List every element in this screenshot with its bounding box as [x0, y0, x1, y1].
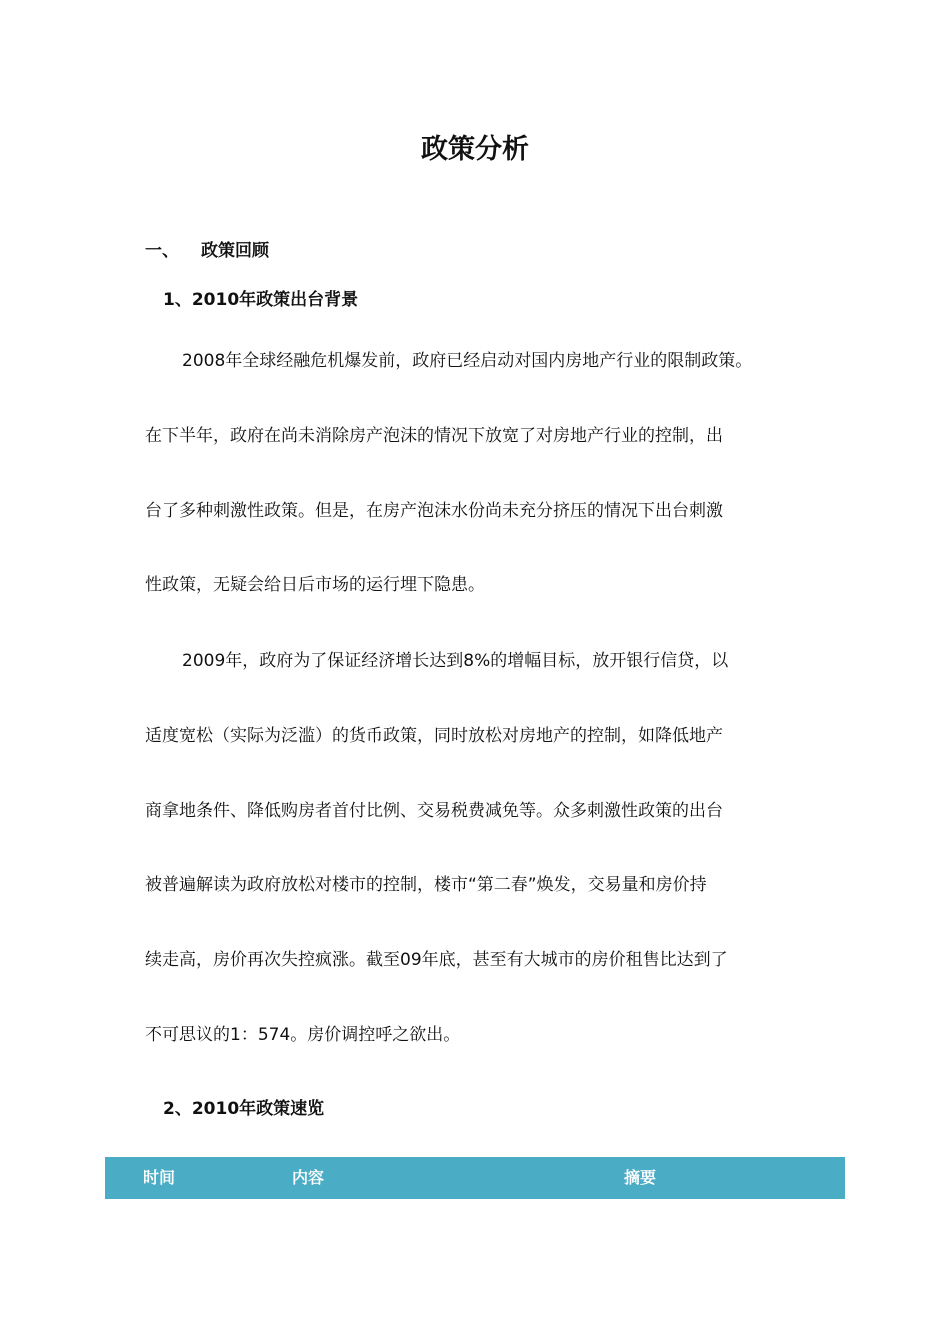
paragraph-line: 2008年全球经融危机爆发前，政府已经启动对国内房地产行业的限制政策。: [182, 351, 753, 371]
paragraph-line: 在下半年，政府在尚未消除房产泡沫的情况下放宽了对房地产行业的控制，出: [145, 425, 723, 446]
paragraph-line: 续走高，房价再次失控疯涨。截至09年底，甚至有大城市的房价租售比达到了: [145, 950, 728, 971]
section-label: 政策回顾: [201, 241, 269, 261]
column-header-time: 时间: [143, 1168, 176, 1187]
paragraph-line: 台了多种刺激性政策。但是，在房产泡沫水份尚未充分挤压的情况下出台刺激: [145, 500, 723, 521]
policy-table-header: [105, 1157, 845, 1199]
column-header-summary: 摘要: [624, 1168, 657, 1187]
page-title: 政策分析: [421, 134, 529, 165]
paragraph-line: 2009年，政府为了保证经济增长达到8%的增幅目标，放开银行信贷，以: [182, 651, 729, 671]
paragraph-line: 被普遍解读为政府放松对楼市的控制，楼市“第二春”焕发，交易量和房价持: [145, 875, 707, 896]
paragraph-line: 不可思议的1：574。房价调控呼之欲出。: [145, 1024, 461, 1045]
paragraph-background: [145, 348, 825, 647]
section-number: 一、: [145, 241, 179, 261]
column-header-content: 内容: [292, 1168, 325, 1187]
paragraph-line: 适度宽松（实际为泛滥）的货币政策，同时放松对房地产的控制，如降低地产: [145, 725, 723, 746]
paragraph-line: 商拿地条件、降低购房者首付比例、交易税费减免等。众多刺激性政策的出台: [145, 800, 723, 821]
section-heading-policy-review: [145, 238, 269, 264]
paragraph-line: 性政策，无疑会给日后市场的运行埋下隐患。: [145, 575, 485, 596]
subsection-heading-overview: 2、2010年政策速览: [163, 1099, 325, 1119]
paragraph-2009: [145, 648, 825, 1097]
subsection-heading-background: 1、2010年政策出台背景: [163, 290, 359, 310]
